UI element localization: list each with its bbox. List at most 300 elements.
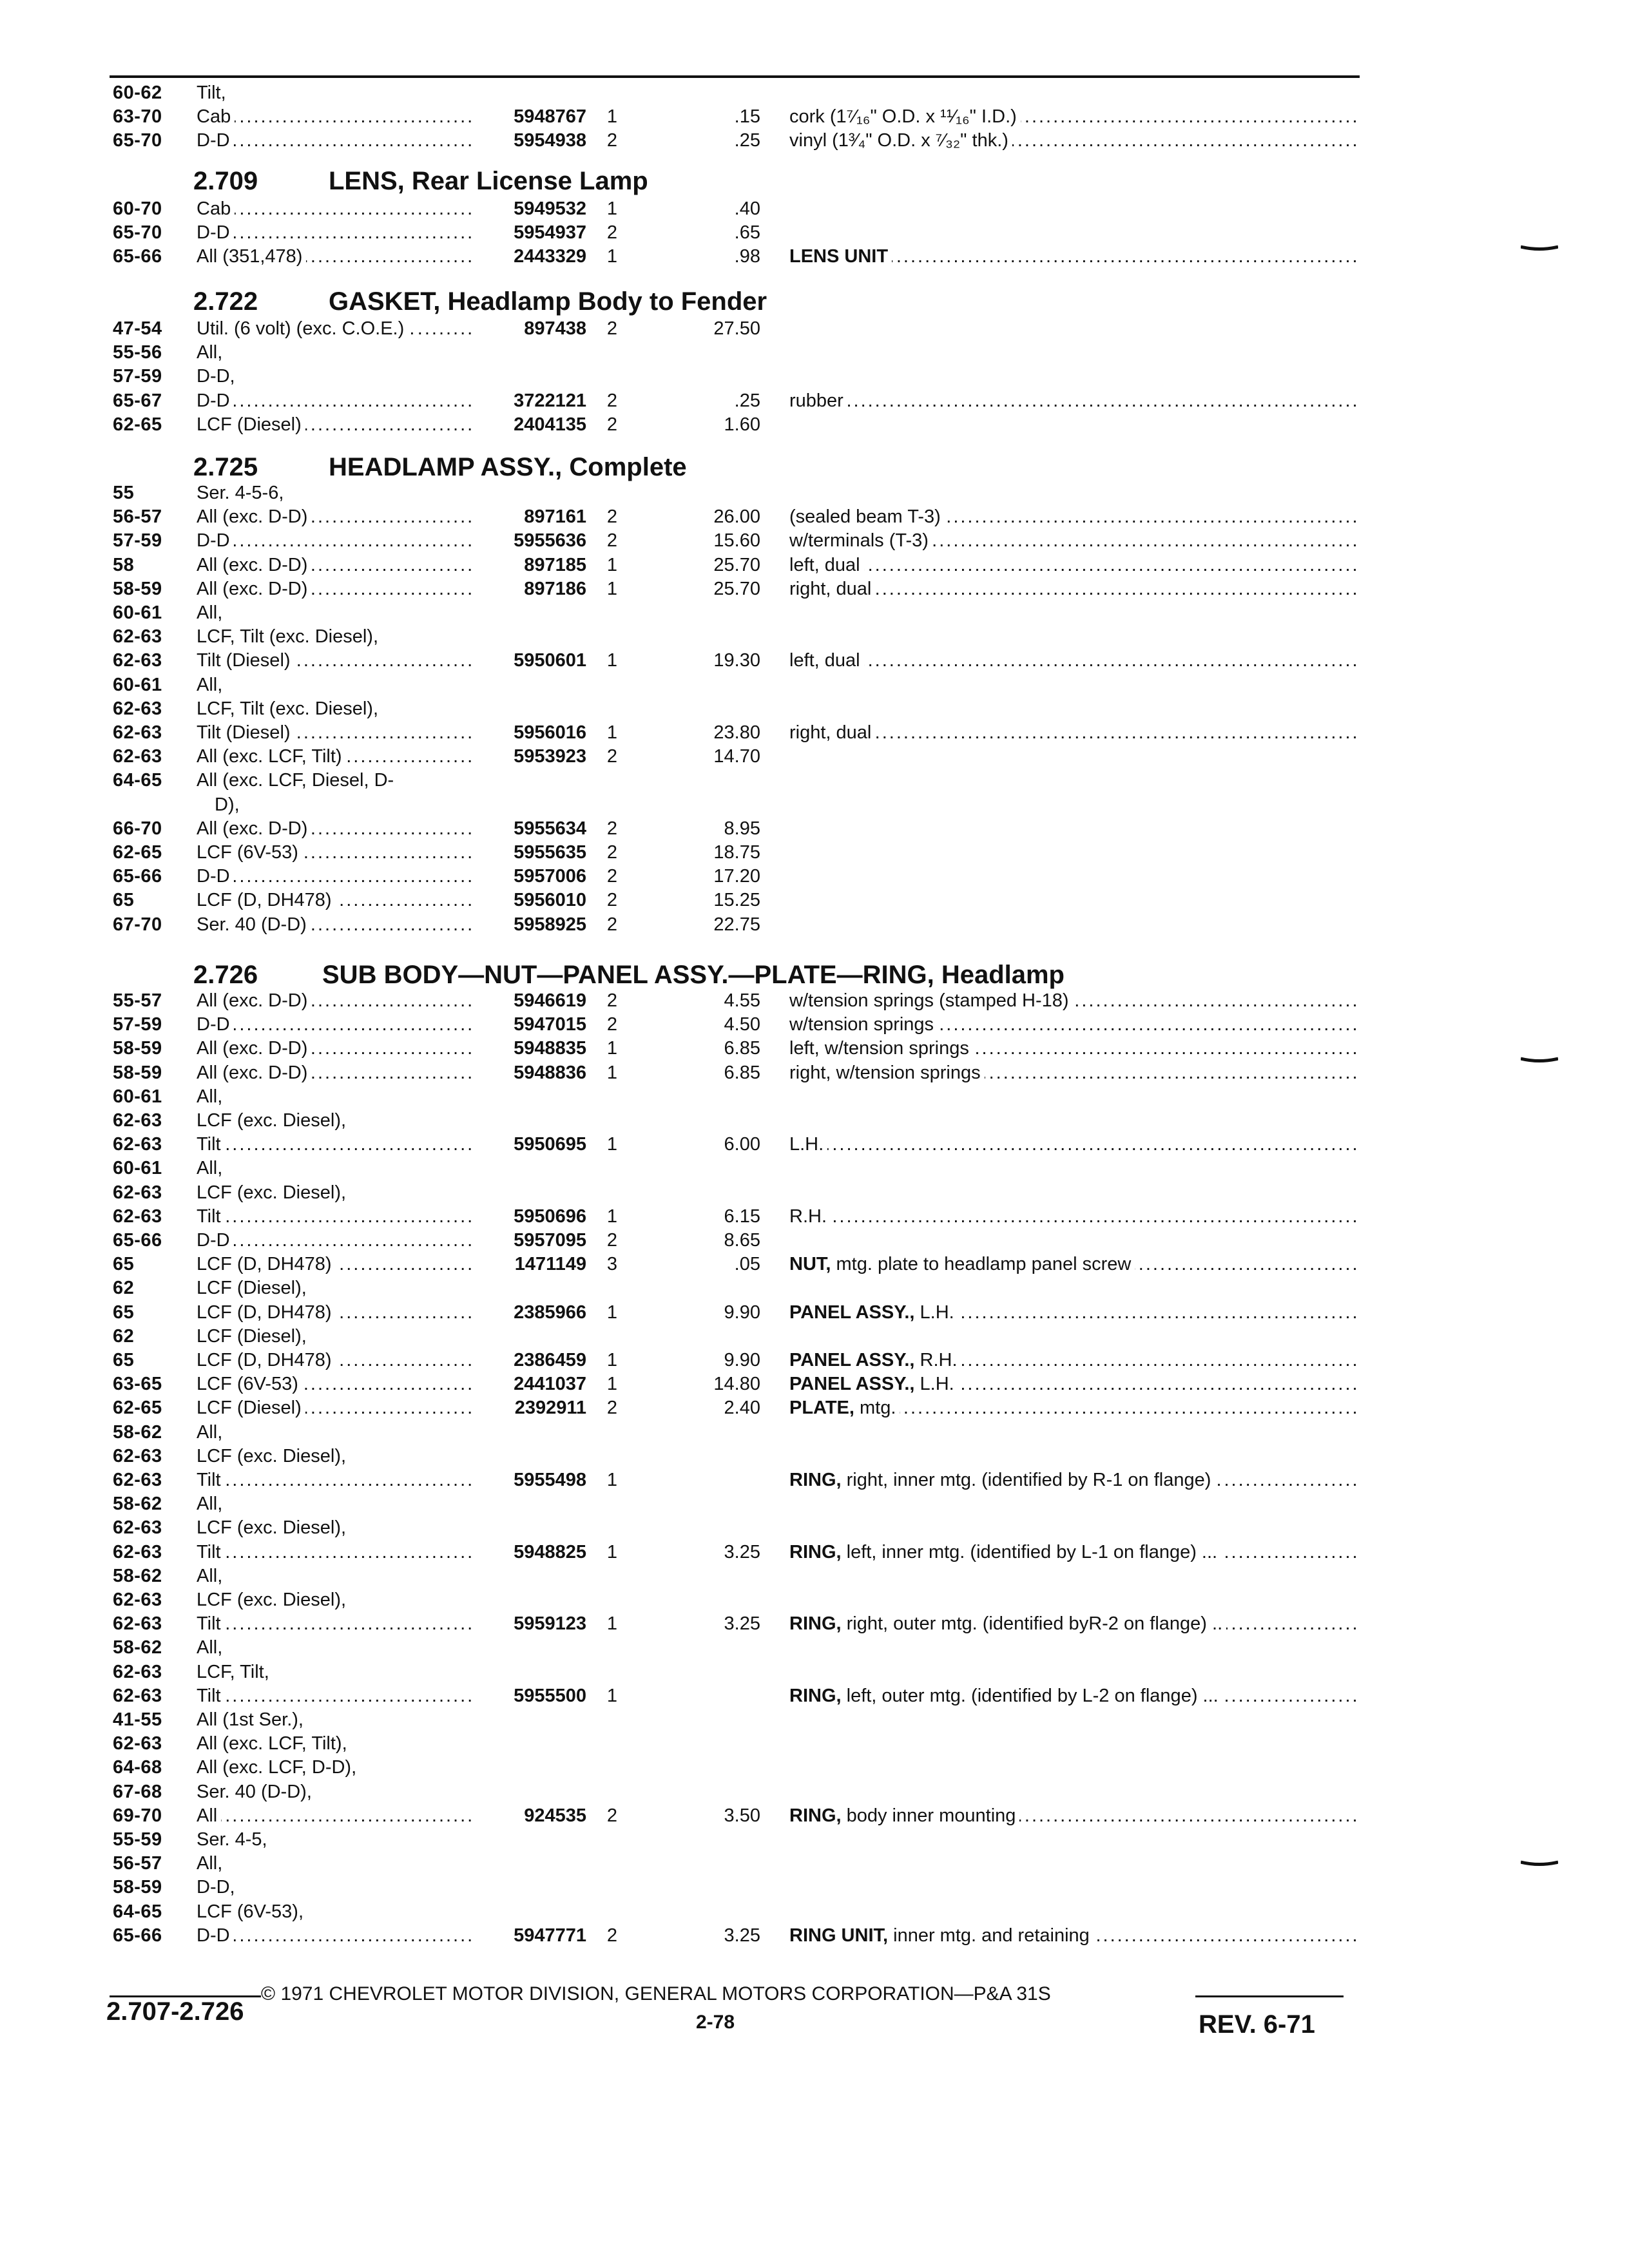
price: 18.75 (713, 842, 760, 863)
application-text: Cab (197, 106, 235, 127)
year-range: 69-70 (113, 1805, 162, 1826)
application-cell (197, 698, 474, 720)
application-cell (197, 1493, 474, 1515)
year-range: 62-63 (113, 698, 162, 719)
description-text (789, 1206, 831, 1227)
quantity: 1 (606, 1350, 618, 1370)
year-range: 58-59 (113, 578, 162, 599)
quantity: 1 (606, 650, 618, 671)
part-number: 897185 (524, 554, 586, 575)
quantity: 2 (606, 530, 618, 552)
application-text: LCF (D, DH478) (197, 1302, 336, 1323)
application-cell (197, 769, 474, 791)
description-text (789, 1350, 961, 1370)
year-range: 60-62 (113, 82, 162, 103)
description-detail: right, dual (789, 722, 872, 743)
year-range: 57-59 (113, 366, 162, 387)
page-edge-mark (1521, 1057, 1558, 1063)
description-bold-term: PANEL ASSY., (789, 1302, 915, 1323)
year-range: 62-63 (113, 1134, 162, 1155)
quantity: 2 (606, 1014, 618, 1035)
year-range: 41-55 (113, 1709, 162, 1730)
quantity: 2 (606, 914, 618, 935)
description-detail: R.H. (914, 1350, 958, 1370)
year-range: 62-65 (113, 414, 162, 435)
application-text: Ser. 4-5, (197, 1829, 271, 1850)
application-text: Tilt (197, 1613, 225, 1634)
part-number: 5949532 (514, 198, 586, 219)
year-range: 64-65 (113, 1901, 162, 1922)
year-range: 62 (113, 1278, 135, 1299)
description-text (789, 1613, 1226, 1634)
application-cell (197, 865, 474, 887)
price: 22.75 (713, 914, 760, 935)
application-text: All (exc. D-D) (197, 506, 311, 527)
price: 8.65 (724, 1230, 760, 1251)
description-cell (789, 1397, 1356, 1419)
application-cell (197, 1182, 474, 1204)
year-range: 62-63 (113, 1590, 162, 1610)
application-text: LCF (exc. Diesel), (197, 1590, 350, 1610)
year-range: 60-70 (113, 198, 162, 219)
section-title: HEADLAMP ASSY., Complete (329, 453, 687, 481)
year-range: 67-68 (113, 1781, 162, 1802)
price: 3.25 (724, 1541, 760, 1562)
application-cell (197, 506, 474, 528)
application-cell (197, 1589, 474, 1611)
section-title: SUB BODY—NUT—PANEL ASSY.—PLATE—RING, Headlamp (322, 961, 1065, 989)
application-cell (197, 1685, 474, 1707)
description-cell (789, 1349, 1356, 1371)
application-cell (197, 1805, 474, 1827)
application-text: All (exc. D-D) (197, 818, 311, 839)
application-cell (197, 1014, 474, 1035)
application-text: Tilt (197, 1206, 225, 1227)
description-cell (789, 1014, 1356, 1035)
application-cell (197, 841, 474, 863)
part-number: 2441037 (514, 1374, 586, 1395)
footer-copyright: © 1971 CHEVROLET MOTOR DIVISION, GENERAL MOTORS CORPORATION—P&A 31S (261, 1983, 1051, 2004)
description-detail: left, dual (789, 554, 860, 575)
application-text: All, (197, 1853, 226, 1874)
description-detail: rubber (789, 390, 843, 411)
part-number: 3722121 (514, 390, 586, 411)
year-range: 60-61 (113, 602, 162, 623)
application-cell (197, 990, 474, 1012)
application-cell (197, 222, 474, 244)
price: .25 (734, 130, 760, 151)
application-text: All (exc. D-D) (197, 1062, 311, 1083)
application-text: All (exc. D-D) (197, 990, 311, 1011)
part-number: 5959123 (514, 1613, 586, 1635)
page-edge-mark (1521, 1860, 1558, 1867)
application-cell (197, 1229, 474, 1251)
application-text: All (exc. D-D) (197, 1038, 311, 1059)
quantity: 2 (606, 818, 618, 839)
application-text: LCF (D, DH478) (197, 890, 336, 910)
application-text: LCF (exc. Diesel), (197, 1517, 350, 1538)
quantity: 2 (606, 506, 618, 528)
quantity: 2 (606, 990, 618, 1011)
application-cell (197, 1157, 474, 1179)
application-text: All (exc. LCF, Tilt) (197, 746, 346, 767)
application-text: Tilt (Diesel) (197, 722, 294, 743)
application-text: Util. (6 volt) (exc. C.O.E.) . (197, 318, 418, 339)
part-number: 5954938 (514, 130, 586, 151)
application-text: All, (197, 342, 226, 363)
application-cell (197, 1756, 474, 1778)
description-detail: L.H. (789, 1134, 824, 1155)
application-text: All, (197, 1637, 226, 1658)
part-number: 5954937 (514, 222, 586, 244)
application-cell (197, 1206, 474, 1227)
description-cell (789, 1613, 1356, 1635)
application-text: D-D (197, 1230, 234, 1251)
description-text (789, 650, 864, 671)
application-cell (197, 1302, 474, 1323)
year-range: 62-63 (113, 1733, 162, 1754)
description-cell (789, 530, 1356, 552)
part-number: 5956016 (514, 722, 586, 743)
part-number: 5953923 (514, 746, 586, 767)
application-cell (197, 390, 474, 412)
description-bold-term: RING, (789, 1470, 842, 1490)
year-range: 62-63 (113, 1182, 162, 1203)
description-text (789, 555, 864, 575)
application-text: LCF (exc. Diesel), (197, 1110, 350, 1131)
section-title: LENS, Rear License Lamp (329, 167, 648, 195)
quantity: 2 (606, 842, 618, 863)
price: 25.70 (713, 554, 760, 575)
year-range: 62-63 (113, 1517, 162, 1539)
year-range: 62-63 (113, 722, 162, 743)
application-text: D-D (197, 866, 234, 887)
year-range: 58-62 (113, 1637, 162, 1658)
quantity: 2 (606, 1925, 618, 1946)
description-bold-term: RING, (789, 1685, 842, 1706)
application-cell (197, 198, 474, 220)
year-range: 65-66 (113, 1925, 162, 1946)
description-cell (789, 1302, 1356, 1323)
part-number: 2385966 (514, 1302, 586, 1323)
year-range: 65 (113, 1350, 135, 1370)
application-cell (197, 1133, 474, 1155)
application-cell (197, 1925, 474, 1946)
application-text: Cab (197, 198, 235, 219)
description-cell (789, 245, 1356, 267)
description-text (789, 1038, 973, 1059)
application-cell (197, 1253, 474, 1275)
application-text: D), (197, 794, 244, 815)
part-number: 5955634 (514, 818, 586, 839)
application-text: Tilt, (197, 82, 230, 103)
description-cell (789, 1373, 1356, 1395)
application-cell (197, 318, 474, 340)
application-text: D-D, (197, 366, 239, 387)
part-number: 5948836 (514, 1062, 586, 1083)
year-range: 55-56 (113, 342, 162, 363)
quantity: 2 (606, 1398, 618, 1419)
part-number: 5950601 (514, 650, 586, 671)
application-cell (197, 1062, 474, 1084)
application-cell (197, 1037, 474, 1059)
application-cell (197, 1517, 474, 1539)
price: 4.55 (724, 990, 760, 1011)
application-cell (197, 1876, 474, 1898)
application-text: D-D (197, 530, 234, 551)
quantity: 1 (606, 554, 618, 575)
application-cell (197, 1781, 474, 1803)
part-number: 5957006 (514, 866, 586, 887)
application-text: D-D (197, 390, 234, 411)
quantity: 2 (606, 222, 618, 244)
description-text (789, 390, 847, 411)
application-text: Ser. 40 (D-D) (197, 914, 311, 935)
price: 23.80 (713, 722, 760, 743)
part-number: 5955500 (514, 1685, 586, 1706)
description-cell (789, 1253, 1356, 1275)
part-number: 5950696 (514, 1206, 586, 1227)
quantity: 1 (606, 1038, 618, 1059)
description-cell (789, 1062, 1356, 1084)
quantity: 1 (606, 198, 618, 219)
application-cell (197, 1086, 474, 1108)
description-text (789, 1134, 827, 1155)
application-text: LCF (6V-53), (197, 1901, 307, 1922)
application-cell (197, 1421, 474, 1443)
part-number: 897186 (524, 578, 586, 599)
quantity: 1 (606, 1685, 618, 1706)
description-detail: w/terminals (T-3) (789, 530, 929, 552)
description-cell (789, 1469, 1356, 1491)
application-cell (197, 649, 474, 671)
application-text: All, (197, 602, 226, 623)
application-text: All, (197, 1086, 226, 1107)
description-text (789, 1254, 1135, 1274)
year-range: 58-59 (113, 1038, 162, 1059)
application-text: LCF (Diesel) (197, 414, 305, 435)
application-cell (197, 1445, 474, 1467)
application-text: LCF (Diesel) (197, 1398, 305, 1418)
part-number: 5956010 (514, 890, 586, 911)
description-cell (789, 1037, 1356, 1059)
description-text (789, 1686, 1222, 1706)
price: 9.90 (724, 1350, 760, 1370)
price: 19.30 (713, 650, 760, 671)
part-number: 5948767 (514, 106, 586, 128)
quantity: 1 (606, 1134, 618, 1155)
description-bold-term: PANEL ASSY., (789, 1350, 915, 1370)
part-number: 5947015 (514, 1014, 586, 1035)
quantity: 1 (606, 106, 618, 128)
description-detail: vinyl (1³⁄₄" O.D. x ⁷⁄₃₂" thk.) (789, 130, 1008, 151)
description-text (789, 1805, 1019, 1826)
application-cell (197, 722, 474, 744)
price: 6.00 (724, 1134, 760, 1155)
description-cell (789, 1541, 1356, 1563)
section-number: 2.722 (193, 287, 258, 316)
year-range: 60-61 (113, 1158, 162, 1179)
application-text: All, (197, 1566, 226, 1586)
description-cell (789, 722, 1356, 744)
price: 2.40 (724, 1398, 760, 1419)
description-text (789, 130, 1012, 151)
description-text (789, 1014, 938, 1035)
year-range: 62 (113, 1325, 135, 1347)
application-text: Tilt (197, 1686, 225, 1706)
year-range: 62-63 (113, 1206, 162, 1227)
application-text: Tilt (Diesel) (197, 650, 294, 671)
part-number: 1471149 (514, 1254, 586, 1275)
description-cell (789, 649, 1356, 671)
part-number: 2392911 (514, 1398, 586, 1419)
year-range: 65-67 (113, 390, 162, 411)
application-cell (197, 365, 474, 387)
application-text: All, (197, 675, 226, 695)
quantity: 1 (606, 1470, 618, 1490)
year-range: 65-70 (113, 130, 162, 151)
quantity: 2 (606, 1805, 618, 1826)
price: 14.80 (713, 1374, 760, 1395)
price: 3.25 (724, 1613, 760, 1635)
price: .65 (734, 222, 760, 244)
year-range: 60-61 (113, 1086, 162, 1107)
application-text: All (1st Ser.), (197, 1709, 307, 1730)
description-detail: L.H. (914, 1302, 954, 1323)
year-range: 62-63 (113, 1685, 162, 1706)
part-number: 2404135 (514, 414, 586, 435)
year-range: 62-63 (113, 626, 162, 648)
description-cell (789, 578, 1356, 600)
year-range: 58-59 (113, 1062, 162, 1083)
application-cell (197, 1852, 474, 1874)
price: .98 (734, 246, 760, 267)
year-range: 65-66 (113, 1230, 162, 1251)
description-cell (789, 390, 1356, 412)
application-cell (197, 1277, 474, 1299)
description-detail: right, dual (789, 578, 872, 599)
description-bold-term: NUT, (789, 1254, 831, 1275)
application-cell (197, 106, 474, 128)
application-cell (197, 1565, 474, 1587)
year-range: 62-63 (113, 746, 162, 767)
footer-range: 2.707-2.726 (106, 1997, 244, 2026)
application-text: Tilt (197, 1470, 225, 1490)
quantity: 1 (606, 722, 618, 743)
year-range: 62-63 (113, 1110, 162, 1131)
part-number: 5955635 (514, 842, 586, 863)
application-text: LCF (6V-53) (197, 1374, 302, 1394)
description-cell (789, 1133, 1356, 1155)
part-number: 5948835 (514, 1038, 586, 1059)
price: 27.50 (713, 318, 760, 339)
description-text (789, 1542, 1221, 1562)
application-text: All (exc. LCF, Diesel, D- (197, 770, 398, 791)
year-range: 64-68 (113, 1757, 162, 1778)
description-detail: R.H. (789, 1206, 827, 1227)
year-range: 65 (113, 1254, 135, 1275)
application-cell (197, 1349, 474, 1371)
part-number: 5948825 (514, 1541, 586, 1562)
application-text: D-D (197, 1925, 234, 1946)
year-range: 56-57 (113, 506, 162, 528)
top-rule (110, 75, 1360, 78)
application-text: LCF (exc. Diesel), (197, 1182, 350, 1203)
application-cell (197, 245, 474, 267)
part-number: 5957095 (514, 1230, 586, 1251)
year-range: 58-62 (113, 1565, 162, 1586)
part-number: 2443329 (514, 246, 586, 267)
year-range: 57-59 (113, 530, 162, 552)
description-detail: w/tension springs (stamped H-18) (789, 990, 1069, 1011)
application-cell (197, 82, 474, 104)
application-text: D-D (197, 1014, 234, 1035)
application-text: Ser. 4-5-6, (197, 483, 287, 503)
price: 3.50 (724, 1805, 760, 1826)
description-text (789, 1925, 1094, 1946)
year-range: 60-61 (113, 674, 162, 695)
application-cell (197, 1325, 474, 1347)
application-cell (197, 578, 474, 600)
description-bold-term: RING, (789, 1613, 842, 1635)
description-text (789, 1062, 985, 1083)
application-text: LCF (6V-53) (197, 842, 302, 863)
price: 6.15 (724, 1206, 760, 1227)
year-range: 62-65 (113, 1398, 162, 1419)
footer-rule-right (1195, 1995, 1344, 1997)
year-range: 56-57 (113, 1853, 162, 1874)
application-cell (197, 602, 474, 624)
part-number: 897438 (524, 318, 586, 339)
description-detail: (sealed beam T-3) (789, 506, 941, 528)
year-range: 67-70 (113, 914, 162, 935)
year-range: 62-63 (113, 1541, 162, 1562)
price: .40 (734, 198, 760, 219)
price: .05 (734, 1254, 760, 1275)
description-detail: left, outer mtg. (identified by L-2 on flange) ... (841, 1685, 1219, 1706)
description-text (789, 506, 945, 527)
application-text: All (351,478) (197, 246, 306, 267)
application-cell (197, 889, 474, 911)
year-range: 64-65 (113, 770, 162, 791)
application-text: LCF (Diesel), (197, 1278, 311, 1298)
quantity: 1 (606, 246, 618, 267)
application-cell (197, 1637, 474, 1658)
part-number: 5955498 (514, 1470, 586, 1490)
year-range: 65-70 (113, 222, 162, 244)
description-text (789, 246, 892, 267)
application-cell (197, 745, 474, 767)
quantity: 1 (606, 578, 618, 599)
year-range: 57-59 (113, 1014, 162, 1035)
description-cell (789, 1805, 1356, 1827)
application-cell (197, 1661, 474, 1683)
quantity: 2 (606, 866, 618, 887)
application-cell (197, 1901, 474, 1923)
year-range: 62-63 (113, 1470, 162, 1490)
quantity: 2 (606, 414, 618, 435)
part-number: 897161 (524, 506, 586, 528)
description-detail: left, w/tension springs (789, 1038, 969, 1059)
year-range: 55-59 (113, 1829, 162, 1850)
price: 25.70 (713, 578, 760, 599)
application-text: All (exc. D-D) (197, 579, 311, 599)
quantity: 1 (606, 1062, 618, 1083)
part-number: 2386459 (514, 1350, 586, 1370)
application-cell (197, 674, 474, 696)
application-text: Tilt (197, 1134, 225, 1155)
price: 6.85 (724, 1038, 760, 1059)
